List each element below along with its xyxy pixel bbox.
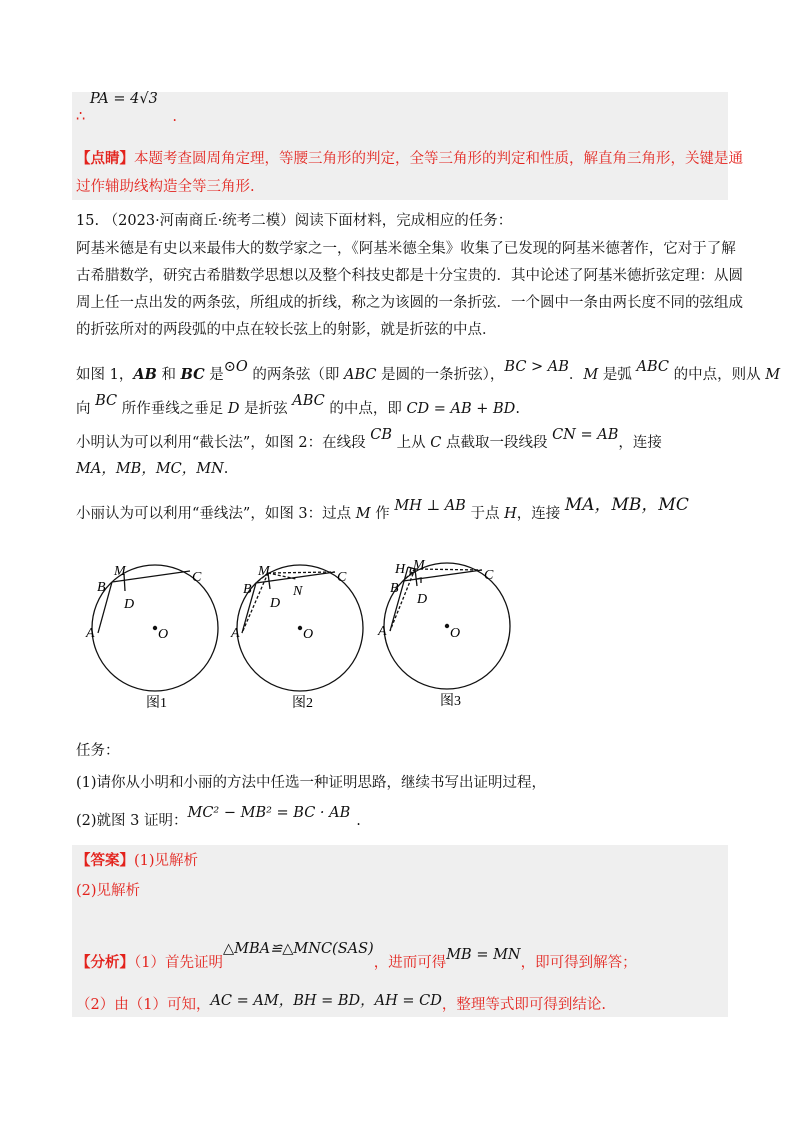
text: 的中点，则从 xyxy=(668,367,766,383)
analysis-text: ，整理等式即可得到结论. xyxy=(441,997,606,1013)
math-bc-gt-ab: BC > AB xyxy=(504,359,569,375)
label-b-2: B xyxy=(243,582,252,597)
answer-2: (2)见解析 xyxy=(76,883,141,899)
text: 如图 1， xyxy=(76,367,134,383)
dianjing-line-2 xyxy=(76,176,255,198)
right-angle-d-3 xyxy=(417,578,421,583)
therefore-symbol: ∴ xyxy=(76,109,86,125)
label-m-1: M xyxy=(114,564,126,579)
math-mh-perp-ab: MH ⊥ AB xyxy=(394,498,466,514)
task-1-text: (1)请你从小明和小丽的方法中任选一种证明思路，继续书写出证明过程， xyxy=(76,775,547,791)
problem-intro: 阅读下面材料，完成相应的任务： xyxy=(294,213,513,229)
problem-source: （2023·河南商丘·统考二模） xyxy=(103,213,295,229)
math-d: D xyxy=(227,401,240,417)
xiaoming-line-1 xyxy=(76,427,662,454)
label-c-3: C xyxy=(484,568,494,583)
math-cb: CB xyxy=(370,427,393,443)
analysis-mb-eq-mn: MB = MN xyxy=(446,947,521,963)
xiaoming-line-2 xyxy=(76,458,228,480)
tasks-title-text: 任务： xyxy=(76,743,120,759)
text: ． xyxy=(568,367,584,383)
text: 和 xyxy=(156,367,181,383)
xiaoli-line xyxy=(76,495,689,525)
analysis-line-1 xyxy=(76,941,637,974)
caption-1: 图1 xyxy=(146,696,167,711)
text: 上从 xyxy=(392,435,431,451)
pa-equation: PA = 4√3 xyxy=(89,91,158,107)
analysis-equalities: AC = AM，BH = BD，AH = CD xyxy=(210,993,442,1009)
math-ab: AB xyxy=(133,366,157,383)
paragraph-text-4: 的折弦所对的两段弧的中点在较长弦上的射影，就是折弦的中点． xyxy=(76,322,497,338)
center-dot-2 xyxy=(298,626,302,630)
tasks-title xyxy=(76,740,120,762)
paragraph-text-1: 阿基米德是有史以来最伟大的数学家之一，《阿基米德全集》收集了已发现的阿基米德著作，它对于了解 xyxy=(76,241,736,257)
text: 作 xyxy=(370,506,395,522)
math-h: H xyxy=(504,506,517,522)
analysis-text: ，即可得到解答； xyxy=(520,955,637,971)
label-o-3: O xyxy=(450,626,461,641)
math-bc: BC xyxy=(180,366,205,383)
math-m: M xyxy=(765,367,781,383)
paragraph-text-3: 周上任一点出发的两条弦，所组成的折线，称之为该圆的一条折弦．一个圆中一条由两长度不同的弦组成 xyxy=(76,295,743,311)
text: 向 xyxy=(76,401,96,417)
figure1-line-1 xyxy=(76,359,781,386)
label-o-1: O xyxy=(158,627,169,642)
answer-line-1 xyxy=(76,850,198,872)
math-bc: BC xyxy=(95,393,118,409)
math-segment-list: MA，MB，MC，MN xyxy=(76,461,224,477)
analysis-tag: 【分析】 xyxy=(76,954,134,971)
text: 于点 xyxy=(465,506,505,522)
dianjing-text-2: 过作辅助线构造全等三角形. xyxy=(76,179,255,195)
label-d-2: D xyxy=(270,596,281,611)
math-abc: ABC xyxy=(292,393,325,409)
math-abc: ABC xyxy=(344,367,377,383)
analysis-text: （2）由（1）可知， xyxy=(76,997,211,1013)
math-circle-o: ⊙O xyxy=(223,359,248,375)
text: 的中点，即 xyxy=(324,401,407,417)
caption-3: 图3 xyxy=(440,694,461,709)
paragraph-line-2 xyxy=(76,265,743,287)
label-d-3: D xyxy=(417,592,428,607)
task-1 xyxy=(76,772,546,794)
analysis-congruence: △MBA≌△MNC(SAS) xyxy=(222,941,374,957)
text: 的两条弦（即 xyxy=(247,367,345,383)
label-a-2: A xyxy=(231,626,240,641)
math-m: M xyxy=(583,367,599,383)
label-h-3: H xyxy=(395,562,406,577)
text: 是 xyxy=(204,367,224,383)
period: . xyxy=(172,109,178,125)
analysis-text: （1）首先证明 xyxy=(134,955,223,971)
text: 小明认为可以利用“截长法”，如图 2：在线段 xyxy=(76,435,371,451)
label-c-2: C xyxy=(337,570,347,585)
text: 小丽认为可以利用“垂线法”，如图 3：过点 xyxy=(76,506,356,522)
label-a-3: A xyxy=(378,624,387,639)
answer-line-2 xyxy=(76,880,140,902)
text: . xyxy=(223,461,229,477)
text: 是折弦 xyxy=(239,401,293,417)
text: . xyxy=(356,813,361,829)
math-cd-eq: CD = AB + BD xyxy=(406,401,516,417)
center-dot-1 xyxy=(153,626,157,630)
text: 是圆的一条折弦）， xyxy=(376,367,505,383)
text: 所作垂线之垂足 xyxy=(117,401,228,417)
dianjing-text-1: 本题考查圆周角定理，等腰三角形的判定，全等三角形的判定和性质，解直角三角形，关键是通 xyxy=(134,151,743,167)
label-c-1: C xyxy=(192,570,202,585)
paragraph-line-3 xyxy=(76,292,743,314)
math-segment-list-2: MA，MB，MC xyxy=(564,495,689,515)
pa-line xyxy=(76,91,178,125)
label-a-1: A xyxy=(86,626,95,641)
paragraph-line-1 xyxy=(76,238,736,260)
answer-1: (1)见解析 xyxy=(134,853,199,869)
text: 点截取一段线段 xyxy=(441,435,553,451)
label-n-2: N xyxy=(293,584,303,599)
figures xyxy=(0,555,800,755)
task-2-text: (2)就图 3 证明： xyxy=(76,813,188,829)
paragraph-line-4 xyxy=(76,319,497,341)
analysis-text: ，进而可得 xyxy=(373,955,447,971)
figure1-line-2 xyxy=(76,393,520,420)
task-2 xyxy=(76,805,361,832)
label-b-3: B xyxy=(390,581,399,596)
analysis-line-2 xyxy=(76,994,606,1016)
answer-tag: 【答案】 xyxy=(76,852,134,869)
label-m-2: M xyxy=(258,564,270,579)
math-c: C xyxy=(430,435,442,451)
label-o-2: O xyxy=(303,627,314,642)
label-b-1: B xyxy=(97,580,106,595)
segment-ma-3 xyxy=(390,569,415,631)
math-m: M xyxy=(355,506,371,522)
center-dot-3 xyxy=(445,624,449,628)
paragraph-text-2: 古希腊数学，研究古希腊数学思想以及整个科技史都是十分宝贵的．其中论述了阿基米德折弦定理：从圆 xyxy=(76,268,743,284)
text: ，连接 xyxy=(516,506,565,522)
text: . xyxy=(515,401,520,417)
label-m-3: M xyxy=(413,558,425,573)
task-2-equation: MC² − MB² = BC · AB xyxy=(187,805,351,821)
text: ，连接 xyxy=(618,435,662,451)
problem-header xyxy=(76,210,512,232)
math-cn-eq-ab: CN = AB xyxy=(552,427,619,443)
dianjing-line-1 xyxy=(76,148,743,170)
problem-number: 15. xyxy=(76,213,100,229)
math-arc-abc: ABC xyxy=(636,359,669,375)
caption-2: 图2 xyxy=(292,696,313,711)
segment-mc-3 xyxy=(415,569,482,570)
dianjing-tag: 【点睛】 xyxy=(76,150,134,167)
text: 是弧 xyxy=(598,367,637,383)
label-d-1: D xyxy=(124,597,135,612)
